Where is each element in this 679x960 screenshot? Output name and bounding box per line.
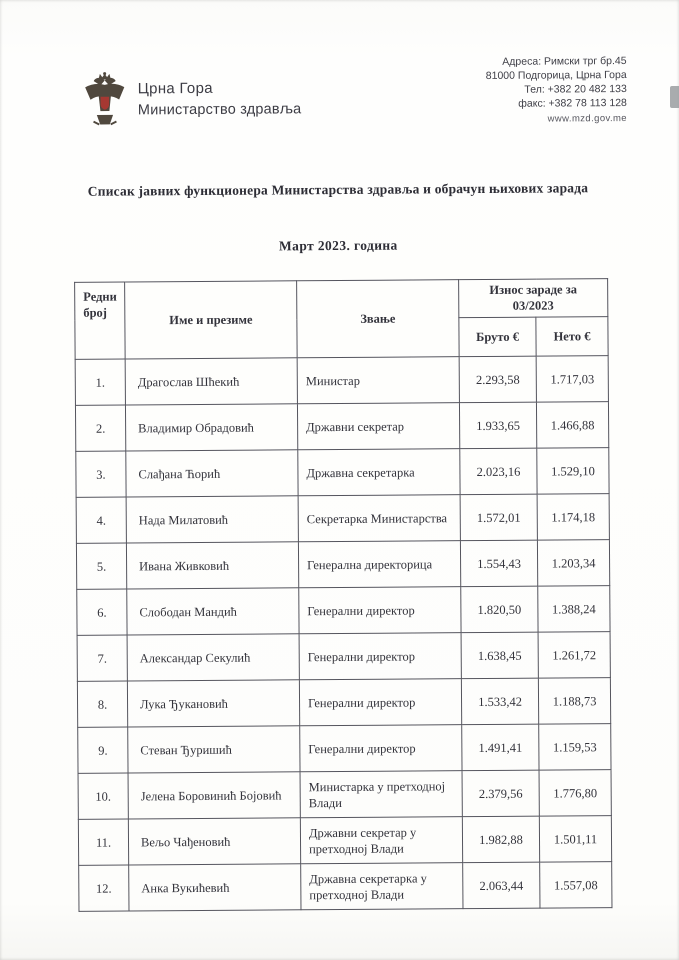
net-salary: 1.203,34 — [537, 540, 609, 587]
header-net: Нето € — [536, 317, 608, 357]
salary-table-body — [75, 356, 612, 912]
job-title: Државни секретар у претходној Влади — [300, 817, 462, 864]
row-number: 3. — [76, 451, 126, 497]
row-number: 10. — [78, 773, 128, 819]
job-title: Генерални директор — [300, 725, 462, 772]
address-line-1: Адреса: Римски трг бр.45 — [502, 54, 627, 68]
brand-block — [84, 70, 302, 128]
job-title: Генерални директор — [299, 633, 461, 680]
net-salary: 1.529,10 — [537, 448, 609, 495]
job-title: Генерални директор — [299, 587, 461, 634]
address-block — [486, 54, 627, 127]
net-salary: 1.188,73 — [538, 678, 610, 725]
person-name: Анка Вукићевић — [129, 864, 301, 911]
gross-salary: 1.554,43 — [460, 540, 537, 587]
job-title: Генерални директор — [299, 679, 461, 726]
table-row — [75, 402, 608, 452]
gross-salary: 1.572,01 — [460, 494, 537, 541]
net-salary: 1.466,88 — [536, 402, 608, 449]
job-title: Министарка у претходној Влади — [300, 771, 462, 818]
row-number: 11. — [78, 819, 128, 865]
row-number: 6. — [77, 589, 127, 635]
address-line-2: 81000 Подгорица, Црна Гора — [485, 68, 627, 82]
phone-line: Тел: +382 20 482 133 — [524, 82, 627, 96]
job-title: Државни секретар — [297, 403, 459, 450]
person-name: Стеван Ђуришић — [128, 726, 300, 773]
gross-salary: 1.933,65 — [459, 402, 536, 449]
job-title: Државна секретарка — [298, 449, 460, 496]
net-salary: 1.557,08 — [540, 862, 612, 909]
gross-salary: 2.023,16 — [460, 448, 537, 495]
person-name: Слађана Ћорић — [126, 450, 298, 497]
row-number: 9. — [78, 727, 128, 773]
person-name: Ивана Живковић — [126, 542, 298, 589]
table-row — [77, 678, 610, 728]
table-row — [76, 448, 609, 498]
row-number: 1. — [75, 359, 125, 405]
letterhead — [84, 54, 627, 130]
job-title: Министар — [297, 357, 459, 404]
header-gross: Бруто € — [459, 317, 536, 357]
table-row — [76, 540, 609, 590]
net-salary: 1.776,80 — [539, 770, 611, 817]
net-salary: 1.388,24 — [538, 586, 610, 633]
gross-salary: 1.491,41 — [462, 724, 539, 771]
person-name: Нада Милатовић — [126, 496, 298, 543]
ministry-name: Министарство здравља — [137, 101, 302, 119]
coat-of-arms-icon — [84, 71, 126, 127]
gross-salary: 1.982,88 — [462, 816, 539, 863]
job-title: Државна секретарка у претходној Влади — [301, 863, 463, 910]
row-number: 4. — [76, 497, 126, 543]
person-name: Драгослав Шћекић — [125, 358, 297, 405]
gross-salary: 1.533,42 — [461, 678, 538, 725]
row-number: 2. — [75, 405, 125, 451]
person-name: Вељо Чађеновић — [128, 818, 300, 865]
person-name: Александар Секулић — [127, 634, 299, 681]
website-text: www.mzd.gov.me — [547, 112, 628, 125]
net-salary: 1.174,18 — [537, 494, 609, 541]
header-title: Звање — [297, 280, 460, 358]
row-number: 5. — [76, 543, 126, 589]
table-row — [75, 356, 608, 406]
gross-salary: 2.293,58 — [459, 356, 536, 403]
document-title: Списак јавних функционера Министарства здравља и обрачун њихових зарада — [87, 180, 589, 199]
net-salary: 1.261,72 — [538, 632, 610, 679]
net-salary: 1.159,53 — [539, 724, 611, 771]
table-row — [78, 816, 611, 866]
job-title: Секретарка Министарства — [298, 495, 460, 542]
row-number: 8. — [77, 681, 127, 727]
gross-salary: 1.820,50 — [461, 586, 538, 633]
row-number: 12. — [79, 865, 129, 911]
row-number: 7. — [77, 635, 127, 681]
table-row — [77, 586, 610, 636]
table-row — [78, 770, 611, 820]
person-name: Владимир Обрадовић — [125, 404, 297, 451]
table-row — [76, 494, 609, 544]
person-name: Слободан Мандић — [127, 588, 299, 635]
header-row-number: Редни број — [75, 282, 126, 360]
net-salary: 1.717,03 — [536, 356, 608, 403]
brand-text — [138, 79, 302, 118]
salary-table-header — [75, 279, 609, 360]
gross-salary: 1.638,45 — [461, 632, 538, 679]
header-name: Име и презиме — [125, 281, 298, 359]
net-salary: 1.501,11 — [539, 816, 611, 863]
document-subtitle: Март 2023. година — [278, 237, 398, 254]
fax-line: факс: +382 78 113 128 — [518, 96, 627, 110]
salary-table — [74, 278, 612, 912]
job-title: Генерална директорица — [298, 541, 460, 588]
gross-salary: 2.379,56 — [462, 770, 539, 817]
person-name: Јелена Боровинић Бојовић — [128, 772, 300, 819]
table-row — [79, 862, 612, 912]
gross-salary: 2.063,44 — [463, 862, 540, 909]
table-row — [77, 632, 610, 682]
header-salary-group: Износ зараде за 03/2023 — [459, 279, 608, 318]
table-row — [78, 724, 611, 774]
country-name: Црна Гора — [137, 79, 213, 98]
person-name: Лука Ђукановић — [127, 680, 299, 727]
